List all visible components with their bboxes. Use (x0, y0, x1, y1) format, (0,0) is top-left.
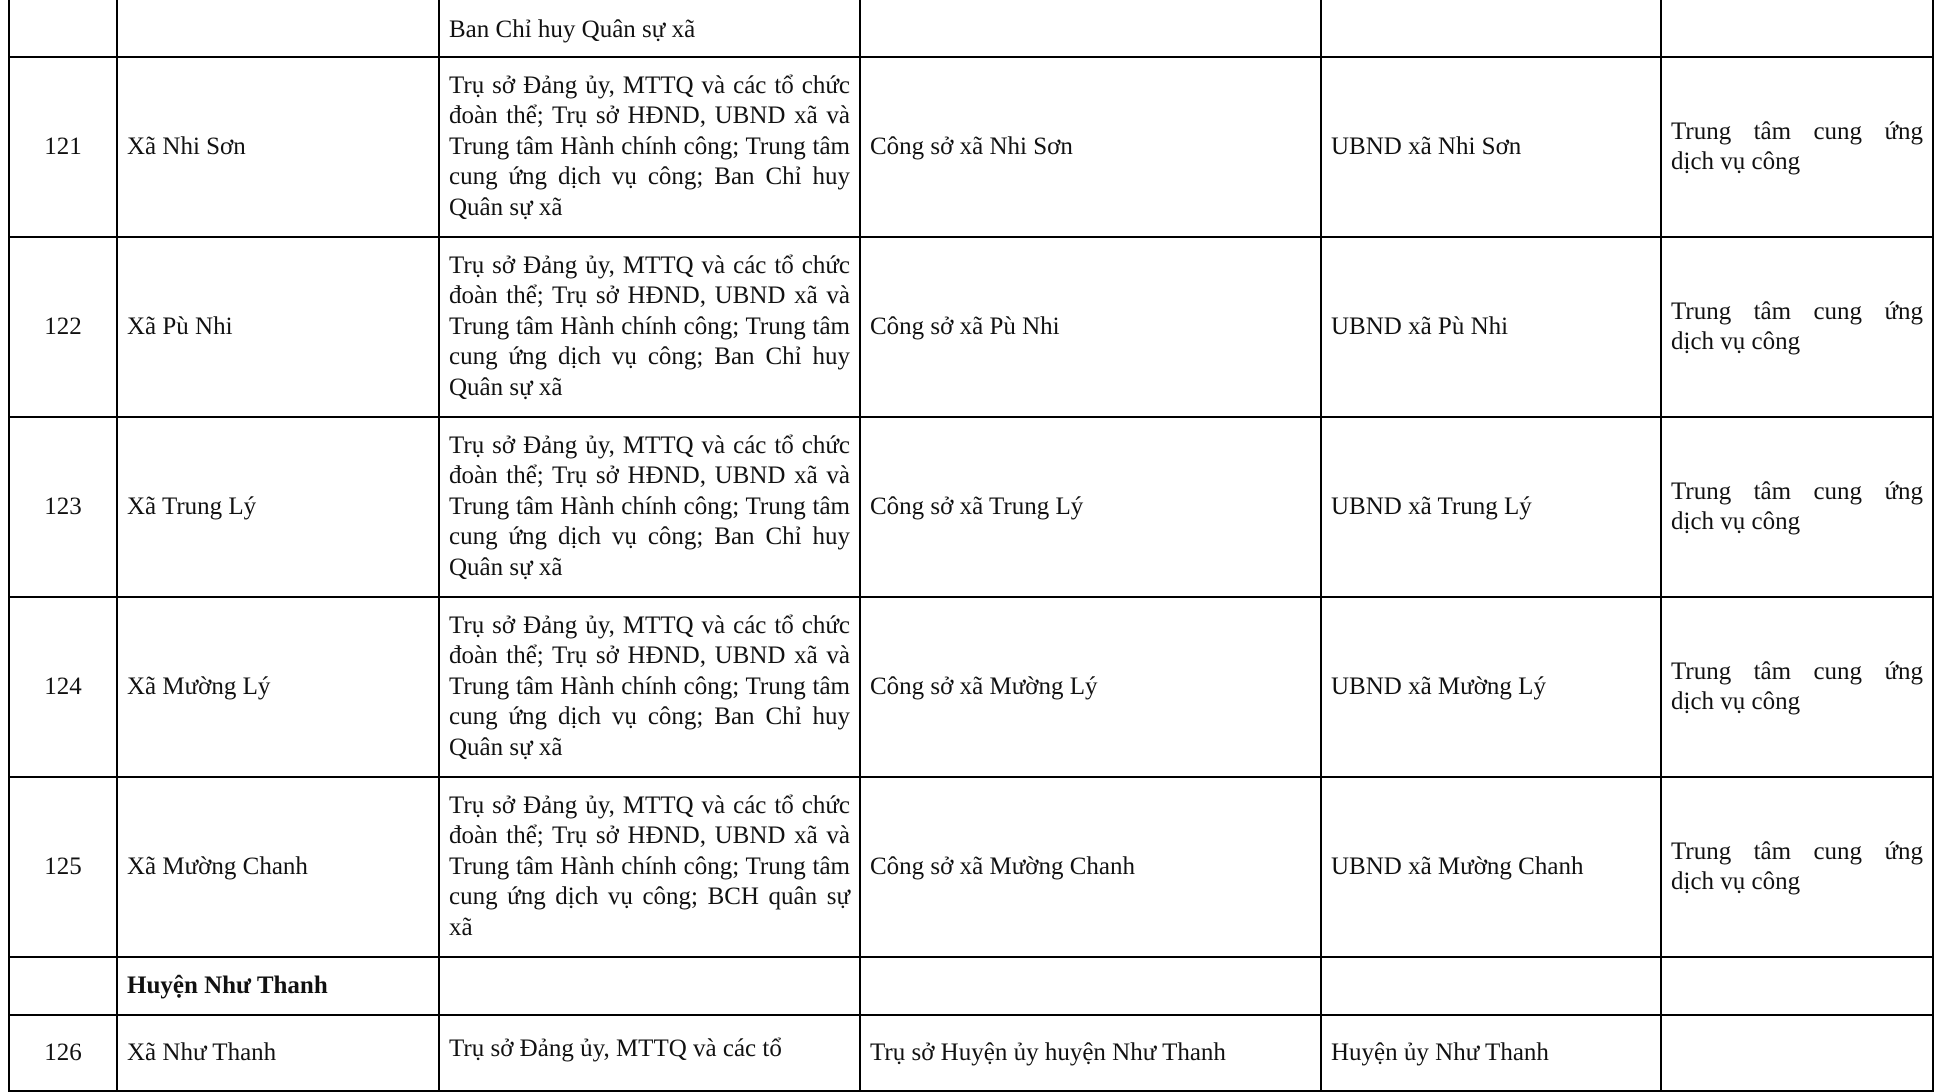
stt-cell: 125 (9, 777, 117, 957)
commune-cell: Xã Như Thanh (117, 1015, 439, 1091)
district-row (9, 957, 1933, 1015)
office-cell (860, 957, 1321, 1015)
office-cell: Công sở xã Nhi Sơn (860, 57, 1321, 237)
function-cell (1661, 957, 1933, 1015)
facility-table (8, 0, 1934, 1092)
office-cell: Công sở xã Trung Lý (860, 417, 1321, 597)
commune-cell: Xã Mường Lý (117, 597, 439, 777)
office-cell: Công sở xã Pù Nhi (860, 237, 1321, 417)
table-row (9, 0, 1933, 57)
office-cell: Công sở xã Mường Lý (860, 597, 1321, 777)
stt-cell (9, 957, 117, 1015)
table-row (9, 237, 1933, 417)
use-cell: Ban Chỉ huy Quân sự xã (439, 0, 860, 57)
table-row (9, 417, 1933, 597)
table-row (9, 57, 1933, 237)
use-cell (439, 957, 860, 1015)
commune-cell: Xã Trung Lý (117, 417, 439, 597)
stt-cell (9, 0, 117, 57)
org-cell: UBND xã Mường Chanh (1321, 777, 1661, 957)
use-cell: Trụ sở Đảng ủy, MTTQ và các tổ (439, 1015, 860, 1091)
function-cell (1661, 0, 1933, 57)
commune-cell (117, 0, 439, 57)
stt-cell: 121 (9, 57, 117, 237)
use-cell: Trụ sở Đảng ủy, MTTQ và các tổ chức đoàn thể; Trụ sở HĐND, UBND xã và Trung tâm Hành chính công; Trung tâm cung ứng dịch vụ công; Ban Chỉ huy Quân sự xã (439, 237, 860, 417)
office-cell (860, 0, 1321, 57)
function-cell (1661, 1015, 1933, 1091)
org-cell (1321, 0, 1661, 57)
function-cell: Trung tâm cung ứng dịch vụ công (1661, 237, 1933, 417)
district-name: Huyện Như Thanh (117, 957, 439, 1015)
function-cell: Trung tâm cung ứng dịch vụ công (1661, 417, 1933, 597)
function-cell: Trung tâm cung ứng dịch vụ công (1661, 57, 1933, 237)
stt-cell: 122 (9, 237, 117, 417)
commune-cell: Xã Nhi Sơn (117, 57, 439, 237)
table-row (9, 1015, 1933, 1091)
stt-cell: 123 (9, 417, 117, 597)
stt-cell: 126 (9, 1015, 117, 1091)
use-cell: Trụ sở Đảng ủy, MTTQ và các tổ chức đoàn thể; Trụ sở HĐND, UBND xã và Trung tâm Hành chính công; Trung tâm cung ứng dịch vụ công; BCH quân sự xã (439, 777, 860, 957)
use-cell: Trụ sở Đảng ủy, MTTQ và các tổ chức đoàn thể; Trụ sở HĐND, UBND xã và Trung tâm Hành chính công; Trung tâm cung ứng dịch vụ công; Ban Chỉ huy Quân sự xã (439, 417, 860, 597)
use-cell: Trụ sở Đảng ủy, MTTQ và các tổ chức đoàn thể; Trụ sở HĐND, UBND xã và Trung tâm Hành chính công; Trung tâm cung ứng dịch vụ công; Ban Chỉ huy Quân sự xã (439, 597, 860, 777)
table-row (9, 597, 1933, 777)
org-cell: UBND xã Mường Lý (1321, 597, 1661, 777)
org-cell: UBND xã Pù Nhi (1321, 237, 1661, 417)
use-cell: Trụ sở Đảng ủy, MTTQ và các tổ chức đoàn thể; Trụ sở HĐND, UBND xã và Trung tâm Hành chính công; Trung tâm cung ứng dịch vụ công; Ban Chỉ huy Quân sự xã (439, 57, 860, 237)
function-cell: Trung tâm cung ứng dịch vụ công (1661, 777, 1933, 957)
office-cell: Trụ sở Huyện ủy huyện Như Thanh (860, 1015, 1321, 1091)
table-row (9, 777, 1933, 957)
stt-cell: 124 (9, 597, 117, 777)
function-cell: Trung tâm cung ứng dịch vụ công (1661, 597, 1933, 777)
org-cell: UBND xã Trung Lý (1321, 417, 1661, 597)
commune-cell: Xã Mường Chanh (117, 777, 439, 957)
org-cell: UBND xã Nhi Sơn (1321, 57, 1661, 237)
org-cell: Huyện ủy Như Thanh (1321, 1015, 1661, 1091)
org-cell (1321, 957, 1661, 1015)
commune-cell: Xã Pù Nhi (117, 237, 439, 417)
office-cell: Công sở xã Mường Chanh (860, 777, 1321, 957)
